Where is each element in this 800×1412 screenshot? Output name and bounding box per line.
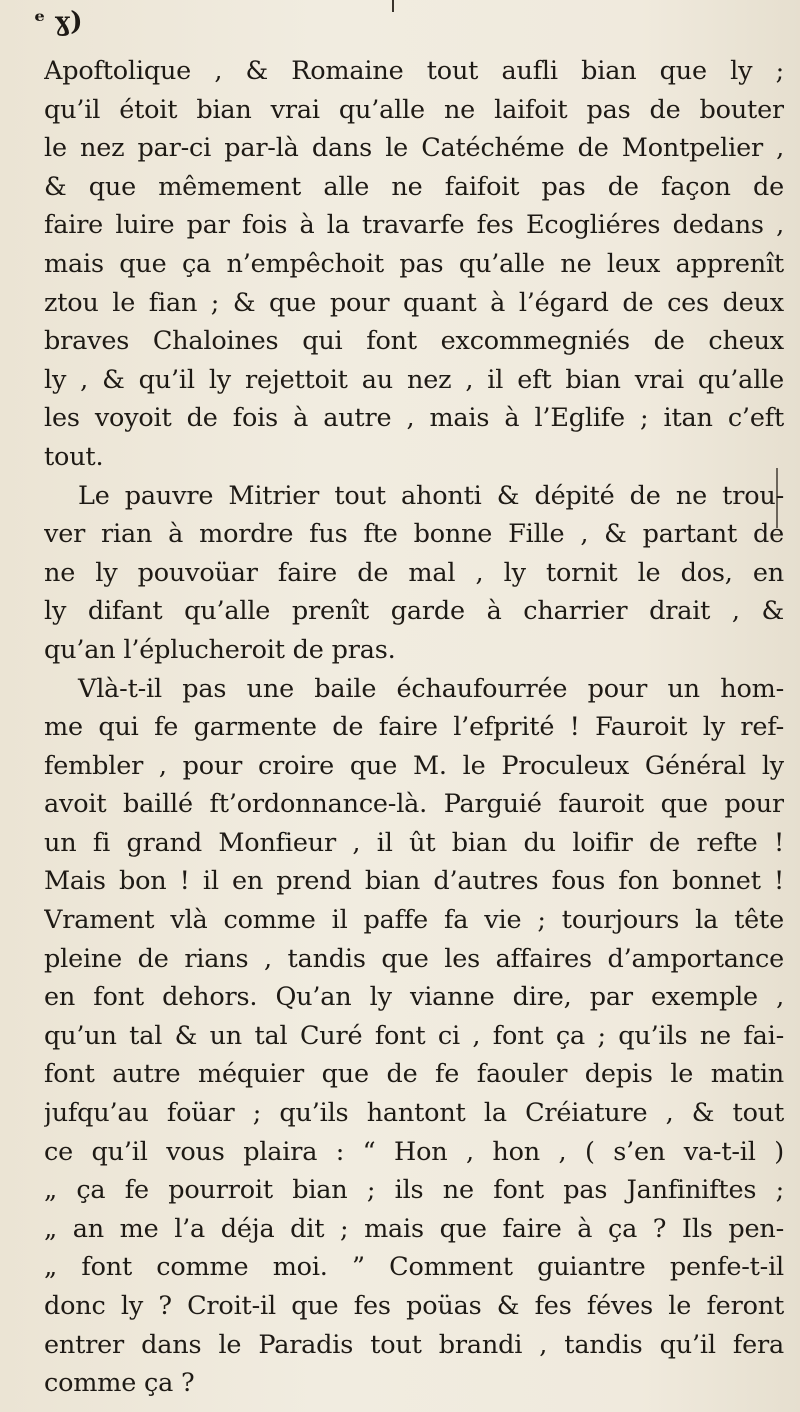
text-line: tout. [44,441,104,472]
text-line: Mais bon ! il en prend bian d’autres fous fon bonnet ! [44,866,784,897]
text-line: braves Chaloines qui font excommegniés de cheux [44,326,784,357]
text-line: avoit baillé ft’ordonnance-là. Parguié fauroit que pour [44,789,784,820]
text-line: comme ça ? [44,1368,195,1399]
text-line: font autre méquier que de fe faouler depis le matin [44,1059,784,1090]
text-line: jufqu’au foüar ; qu’ils hantont la Créiature , & tout [44,1098,784,1129]
text-line: ly difant qu’alle prenît garde à charrier drait , & [44,596,784,627]
text-line: & que mêmement alle ne faifoit pas de façon de [44,171,784,202]
text-line: en font dehors. Qu’an ly vianne dire, par exemple , [44,982,784,1013]
text-line: ne ly pouvoüar faire de mal , ly tornit le dos, en [44,557,784,588]
text-line: mais que ça n’empêchoit pas qu’alle ne leux apprenît [44,248,784,279]
text-line: les voyoit de fois à autre , mais à l’Eglife ; itan c’eft [44,403,784,434]
text-line: Vlà-t-il pas une baile échaufourrée pour un hom- [78,673,784,704]
text-line: ly , & qu’il ly rejettoit au nez , il eft bian vrai qu’alle [44,364,784,395]
text-line: ztou le fian ; & que pour quant à l’égard de ces deux [44,287,784,318]
text-line: Le pauvre Mitrier tout ahonti & dépité de ne trou- [78,480,784,511]
text-line: fembler , pour croire que M. le Proculeux Général ly [44,750,784,781]
text-line: ce qu’il vous plaira : “ Hon , hon , ( s’en va-t-il ) [44,1136,784,1167]
text-line: „ font comme moi. ” Comment guiantre penfe-t-il [44,1252,784,1283]
text-line: faire luire par fois à la travarfe fes Ecogliéres dedans , [44,210,784,241]
text-line: pleine de rians , tandis que les affaires d’amportance [44,943,784,974]
text-line: me qui fe garmente de faire l’efprité ! Fauroit ly ref- [44,712,784,743]
text-line: un fi grand Monfieur , il ût bian du loifir de refte ! [44,827,784,858]
text-line: ver rian à mordre fus fte bonne Fille , & partant de [44,519,784,550]
signature-mark: ᵉ ɣ) [34,7,83,37]
body-text [44,52,784,1403]
text-line: qu’il étoit bian vrai qu’alle ne laifoit pas de bouter [44,94,784,125]
page-edge-mark [392,0,394,12]
text-line: donc ly ? Croit-il que fes poüas & fes féves le feront [44,1291,784,1321]
text-line: Vrament vlà comme il paffe fa vie ; tourjours la tête [44,905,784,936]
text-line: „ ça fe pourroit bian ; ils ne font pas Janfiniftes ; [44,1175,784,1206]
text-line: le nez par-ci par-là dans le Catéchéme de Montpelier , [44,133,784,164]
text-line: qu’un tal & un tal Curé font ci , font ça ; qu’ils ne fai- [44,1020,784,1051]
text-line: qu’an l’éplucheroit de pras. [44,634,396,665]
text-line: Apoftolique , & Romaine tout aufli bian que ly ; [44,56,784,86]
text-line: entrer dans le Paradis tout brandi , tandis qu’il fera [44,1329,784,1360]
text-line: „ an me l’a déja dit ; mais que faire à ça ? Ils pen- [44,1213,784,1244]
